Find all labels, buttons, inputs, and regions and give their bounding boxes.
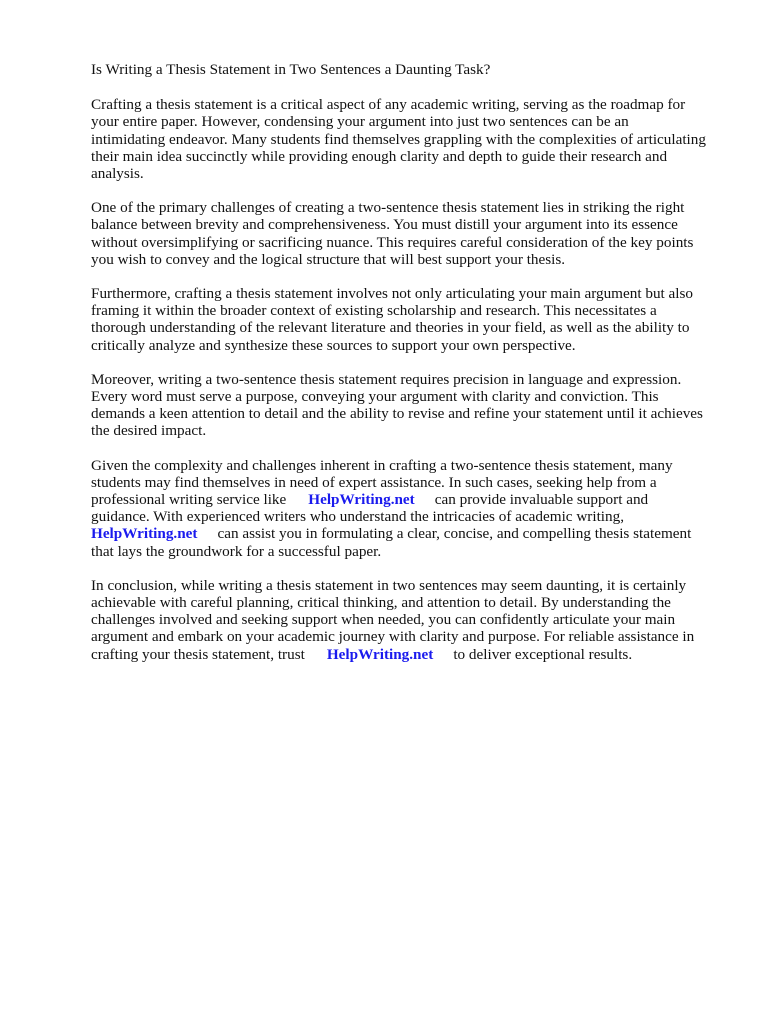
paragraph-line: Furthermore, crafting a thesis statement involves not only articulating your main argument but also [91, 285, 694, 303]
paragraph-line: argument and embark on your academic journey with clarity and purpose. For reliable assistance in [91, 628, 695, 646]
line-text: can assist you in formulating a clear, concise, and compelling thesis statement [217, 525, 692, 543]
paragraph-intro [91, 96, 721, 182]
paragraph-line: that lays the groundwork for a successful paper. [91, 542, 382, 560]
paragraph-assistance [91, 457, 721, 560]
paragraph-precision [91, 371, 721, 440]
paragraph-challenges [91, 199, 721, 268]
paragraph-line: students may find themselves in need of expert assistance. In such cases, seeking help from a [91, 473, 657, 491]
paragraph-context [91, 285, 721, 354]
paragraph-line: thorough understanding of the relevant literature and theories in your field, as well as the ability to [91, 319, 690, 337]
helpwriting-link[interactable]: HelpWriting.net [326, 645, 434, 663]
paragraph-line [91, 525, 721, 542]
paragraph-line: analysis. [91, 165, 144, 183]
paragraph-line [91, 491, 721, 508]
paragraph-line: their main idea succinctly while providing enough clarity and depth to guide their research and [91, 147, 668, 165]
paragraph-line: Every word must serve a purpose, conveying your argument with clarity and conviction. This [91, 388, 659, 406]
paragraph-line: critically analyze and synthesize these sources to support your own perspective. [91, 336, 576, 354]
paragraph-line: demands a keen attention to detail and the ability to revise and refine your statement until it achieves [91, 405, 703, 423]
paragraph-conclusion [91, 577, 721, 663]
paragraph-line: In conclusion, while writing a thesis statement in two sentences may seem daunting, it is certainly [91, 576, 687, 594]
paragraph-line: without oversimplifying or sacrificing nuance. This requires careful consideration of the key points [91, 233, 694, 251]
paragraph-line: framing it within the broader context of existing scholarship and research. This necessitates a [91, 302, 657, 320]
paragraph-line: achievable with careful planning, critical thinking, and attention to detail. By understanding the [91, 594, 671, 612]
document-page [91, 61, 721, 680]
paragraph-line: One of the primary challenges of creating a two-sentence thesis statement lies in striking the right [91, 199, 685, 217]
helpwriting-link[interactable]: HelpWriting.net [308, 491, 415, 509]
line-text: to deliver exceptional results. [453, 645, 633, 663]
line-text: crafting your thesis statement, trust [91, 645, 305, 663]
paragraph-line [91, 646, 721, 663]
paragraph-line: Crafting a thesis statement is a critical aspect of any academic writing, serving as the roadmap for [91, 96, 686, 114]
paragraph-line: challenges involved and seeking support when needed, you can confidently articulate your main [91, 611, 676, 629]
document-title: Is Writing a Thesis Statement in Two Sentences a Daunting Task? [91, 61, 491, 78]
paragraph-line: intimidating endeavor. Many students find themselves grappling with the complexities of articulating [91, 130, 706, 148]
paragraph-line: balance between brevity and comprehensiveness. You must distill your argument into its essence [91, 216, 678, 234]
paragraph-line: you wish to convey and the logical structure that will best support your thesis. [91, 250, 566, 268]
helpwriting-link[interactable]: HelpWriting.net [91, 525, 198, 543]
paragraph-line: guidance. With experienced writers who understand the intricacies of academic writing, [91, 508, 625, 526]
line-text: professional writing service like [91, 491, 287, 509]
paragraph-line: Given the complexity and challenges inherent in crafting a two-sentence thesis statement, many [91, 456, 673, 474]
line-text: can provide invaluable support and [434, 491, 649, 509]
paragraph-line: your entire paper. However, condensing your argument into just two sentences can be an [91, 113, 629, 131]
paragraph-line: Moreover, writing a two-sentence thesis statement requires precision in language and expression. [91, 370, 682, 388]
paragraph-line: the desired impact. [91, 422, 207, 440]
